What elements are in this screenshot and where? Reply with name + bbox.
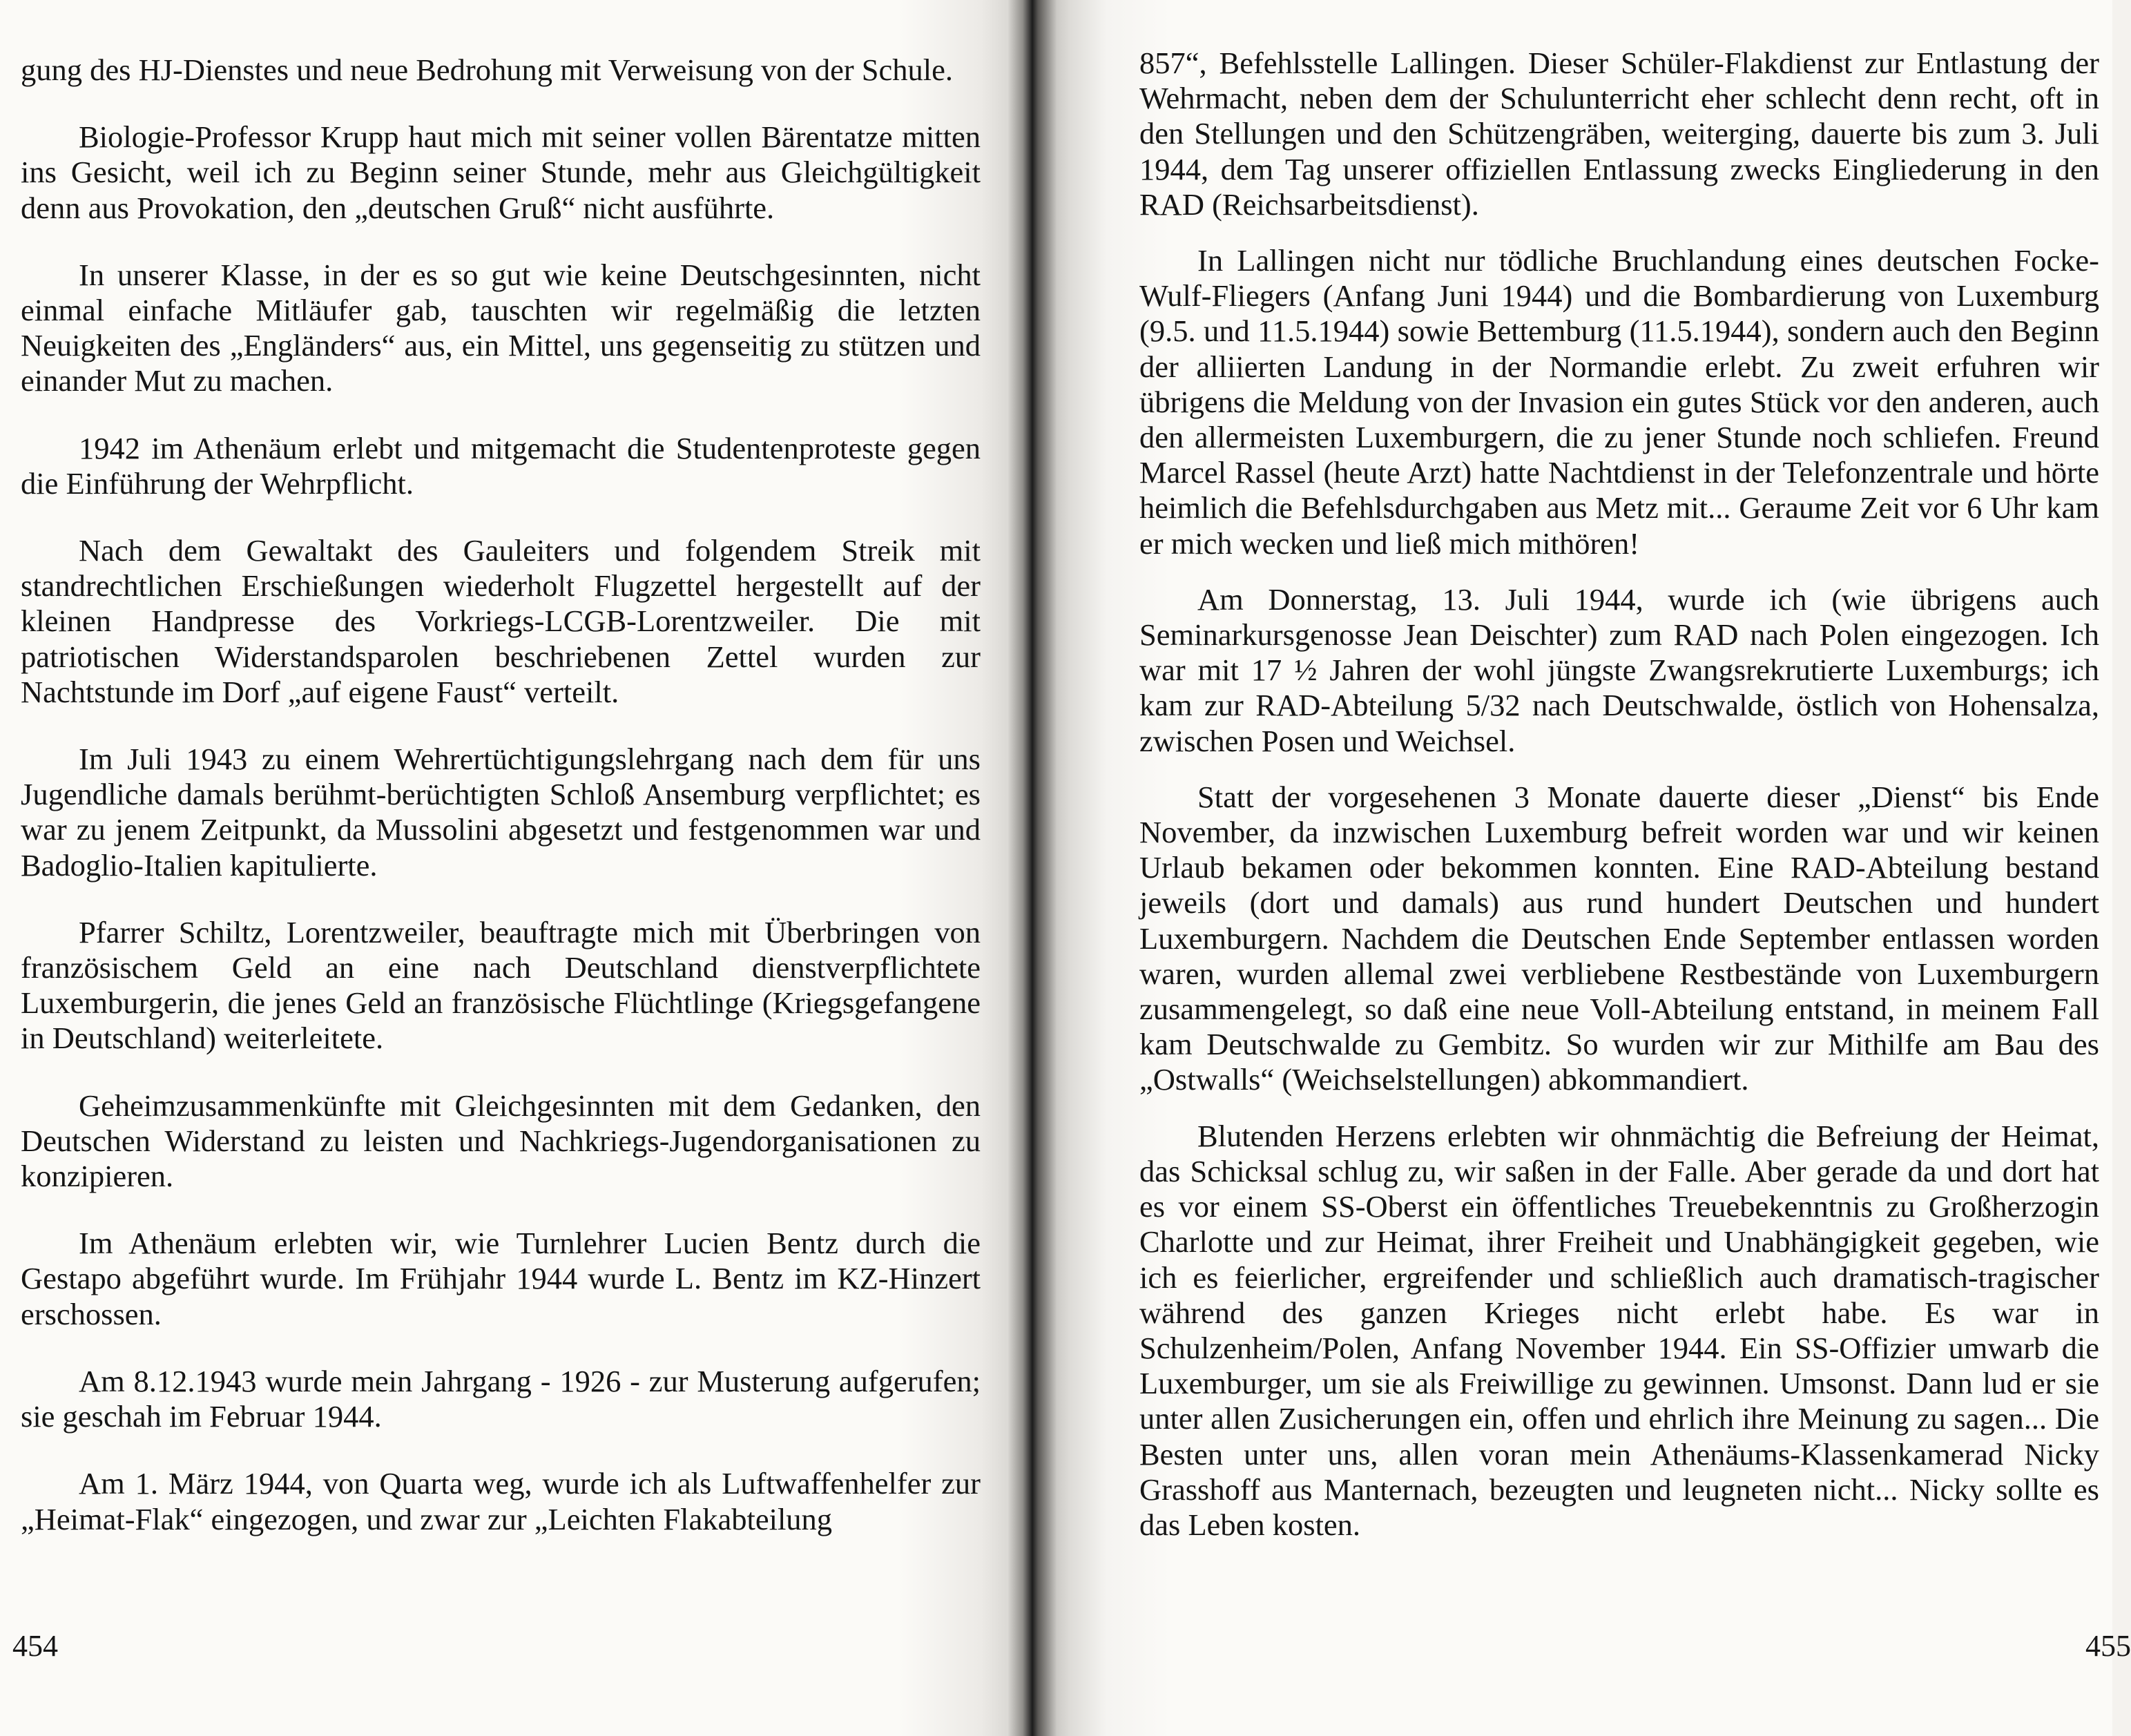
paragraph: Geheimzusammenkünfte mit Gleichgesinnten mit dem Gedanken, den Deutschen Widerstand zu leisten und Nachkriegs-Jugendorganisationen zu konzipieren. [21, 1088, 981, 1194]
paragraph: Biologie-Professor Krupp haut mich mit seiner vollen Bärentatze mitten ins Gesicht, weil ich zu Beginn seiner Stunde, mehr aus Gleichgültigkeit denn aus Provokation, den „deutschen Gruß“ nicht ausführte. [21, 119, 981, 225]
left-page [0, 0, 1022, 1736]
paragraph: Am 8.12.1943 wurde mein Jahrgang - 1926 - zur Musterung aufgerufen; sie geschah im Februar 1944. [21, 1363, 981, 1434]
book-gutter [1008, 0, 1057, 1736]
right-page-text [1139, 46, 2099, 1563]
right-page [1043, 0, 2131, 1736]
page-number-right: 455 [2085, 1629, 2131, 1663]
paragraph: Am Donnerstag, 13. Juli 1944, wurde ich (wie übrigens auch Seminarkursgenosse Jean Deischter) zum RAD nach Polen eingezogen. Ich war mit 17 ½ Jahren der wohl jüngste Zwangsrekrutierte Luxemburgs; ich kam zur RAD-Abteilung 5/32 nach Deutschwalde, östlich von Hohensalza, zwischen Posen und Weichsel. [1139, 581, 2099, 758]
paragraph: In unserer Klasse, in der es so gut wie keine Deutschgesinnten, nicht einmal einfache Mitläufer gab, tauschten wir regelmäßig die letzten Neuigkeiten des „Engländers“ aus, ein Mittel, uns gegenseitig zu stützen und einander Mut zu machen. [21, 257, 981, 398]
paragraph: Nach dem Gewaltakt des Gauleiters und folgendem Streik mit standrechtlichen Erschießungen wiederholt Flugzettel hergestellt auf der kleinen Handpresse des Vorkriegs-LCGB-Lorentzweiler. Die mit patriotischen Widerstandsparolen beschriebenen Zettel wurden zur Nachtstunde im Dorf „auf eigene Faust“ verteilt. [21, 533, 981, 709]
paragraph: 1942 im Athenäum erlebt und mitgemacht die Studentenproteste gegen die Einführung der Wehrpflicht. [21, 430, 981, 501]
page-number-left: 454 [12, 1629, 58, 1663]
paragraph: Am 1. März 1944, von Quarta weg, wurde ich als Luftwaffenhelfer zur „Heimat-Flak“ eingezogen, und zwar zur „Leichten Flakabteilung [21, 1466, 981, 1536]
paragraph: Statt der vorgesehenen 3 Monate dauerte dieser „Dienst“ bis Ende November, da inzwischen Luxemburg befreit worden war und wir keinen Urlaub bekamen oder bekommen konnten. Eine RAD-Abteilung bestand jeweils (dort und damals) aus rund hundert Deutschen und hundert Luxemburgern. Nachdem die Deutschen Ende September entlassen worden waren, wurden allemal zwei verbliebene Restbestände von Luxemburgern zusammengelegt, so daß eine neue Voll-Abteilung entstand, in meinem Fall kam Deutschwalde zu Gembitz. So wurden wir zur Mithilfe am Bau des „Ostwalls“ (Weichselstellungen) abkommandiert. [1139, 779, 2099, 1097]
paragraph: Pfarrer Schiltz, Lorentzweiler, beauftragte mich mit Überbringen von französischem Geld an eine nach Deutschland dienstverpflichtete Luxemburgerin, die jenes Geld an französische Flüchtlinge (Kriegsgefangene in Deutschland) weiterleitete. [21, 914, 981, 1056]
paragraph: 857“, Befehlsstelle Lallingen. Dieser Schüler-Flakdienst zur Entlastung der Wehrmacht, neben dem der Schulunterricht eher schlecht denn recht, oft in den Stellungen und den Schützengräben, weiterging, dauerte bis zum 3. Juli 1944, dem Tag unserer offiziellen Entlassung zwecks Eingliederung in den RAD (Reichsarbeitsdienst). [1139, 46, 2099, 222]
paragraph: gung des HJ-Dienstes und neue Bedrohung mit Verweisung von der Schule. [21, 52, 954, 87]
paragraph: In Lallingen nicht nur tödliche Bruchlandung eines deutschen Focke-Wulf-Fliegers (Anfang Juni 1944) und die Bombardierung von Luxemburg (9.5. und 11.5.1944) sowie Bettemburg (11.5.1944), sondern auch den Beginn der alliierten Landung in der Normandie erlebt. Zu zweit erfuhren wir übrigens die Meldung von der Invasion ein gutes Stück vor den anderen, auch den allermeisten Luxemburgern, die zu jener Stunde noch schliefen. Freund Marcel Rassel (heute Arzt) hatte Nachtdienst in der Telefonzentrale und hörte heimlich die Befehlsdurchgaben aus Metz mit... Geraume Zeit vor 6 Uhr kam er mich wecken und ließ mich mithören! [1139, 243, 2099, 561]
left-page-text [21, 52, 981, 1569]
paragraph: Blutenden Herzens erlebten wir ohnmächtig die Befreiung der Heimat, das Schicksal schlug zu, wir saßen in der Falle. Aber gerade da und dort hat es vor einem SS-Oberst ein öffentliches Treuebekenntnis zu Großherzogin Charlotte und zur Heimat, ihrer Freiheit und Unabhängigkeit gegeben, wie ich es feierlicher, ergreifender und schließlich auch dramatisch-tragischer während des ganzen Krieges nicht erlebt habe. Es war in Schulzenheim/Polen, Anfang November 1944. Ein SS-Offizier umwarb die Luxemburger, um sie als Freiwillige zu gewinnen. Umsonst. Dann lud er sie unter allen Zusicherungen ein, offen und ehrlich ihre Meinung zu sagen... Die Besten unter uns, allen voran mein Athenäums-Klassenkamerad Nicky Grasshoff aus Manternach, bezeugten und leugneten nicht... Nicky sollte es das Leben kosten. [1139, 1118, 2099, 1542]
paragraph: Im Athenäum erlebten wir, wie Turnlehrer Lucien Bentz durch die Gestapo abgeführt wurde. Im Frühjahr 1944 wurde L. Bentz im KZ-Hinzert erschossen. [21, 1226, 981, 1331]
paragraph: Im Juli 1943 zu einem Wehrertüchtigungslehrgang nach dem für uns Jugendliche damals berühmt-berüchtigten Schloß Ansemburg verpflichtet; es war zu jenem Zeitpunkt, da Mussolini abgesetzt und festgenommen war und Badoglio-Italien kapitulierte. [21, 742, 981, 883]
